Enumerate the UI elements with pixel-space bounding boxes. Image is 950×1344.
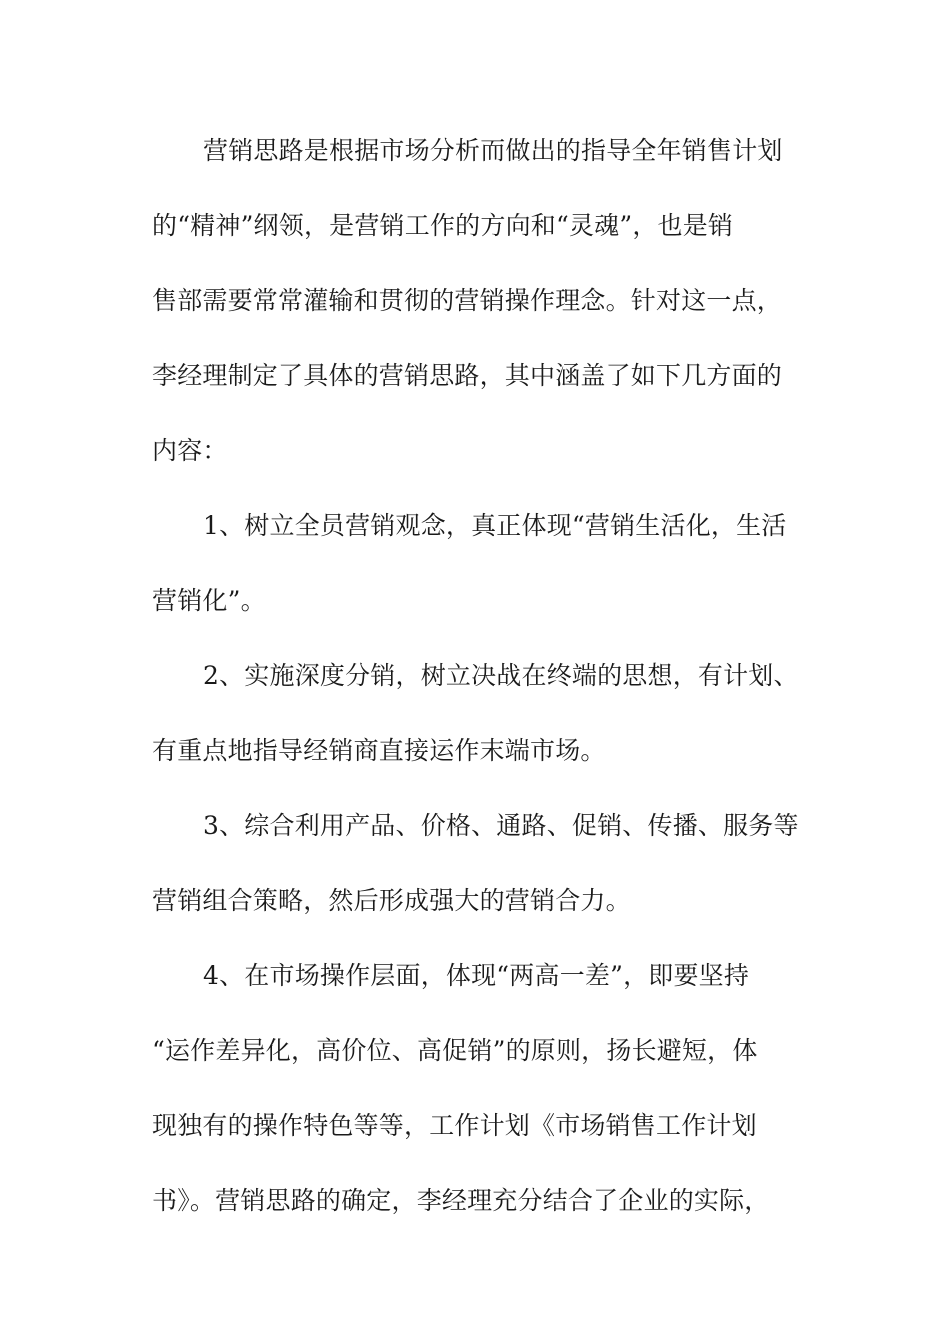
text-line: 的“精神”纲领，是营销工作的方向和“灵魂”，也是销 — [152, 211, 734, 240]
text-line: 营销化”。 — [152, 586, 266, 615]
text-line: 4、在市场操作层面，体现“两高一差”，即要坚持 — [203, 961, 750, 990]
text-line: 内容： — [152, 436, 228, 465]
text-line: 营销思路是根据市场分析而做出的指导全年销售计划 — [203, 136, 783, 165]
text-line: “运作差异化，高价位、高促销”的原则，扬长避短，体 — [152, 1036, 758, 1065]
text-line: 售部需要常常灌输和贯彻的营销操作理念。针对这一点， — [152, 286, 783, 315]
text-line: 2、实施深度分销，树立决战在终端的思想，有计划、 — [203, 661, 799, 690]
text-line: 1、树立全员营销观念，真正体现“营销生活化，生活 — [203, 511, 787, 540]
text-line: 营销组合策略，然后形成强大的营销合力。 — [152, 886, 631, 915]
text-line: 3、综合利用产品、价格、通路、促销、传播、服务等 — [203, 811, 799, 840]
text-line: 有重点地指导经销商直接运作末端市场。 — [152, 736, 606, 765]
text-line: 李经理制定了具体的营销思路，其中涵盖了如下几方面的 — [152, 361, 783, 390]
text-line: 现独有的操作特色等等，工作计划《市场销售工作计划 — [152, 1111, 757, 1140]
text-line: 书》。营销思路的确定，李经理充分结合了企业的实际， — [152, 1186, 770, 1215]
